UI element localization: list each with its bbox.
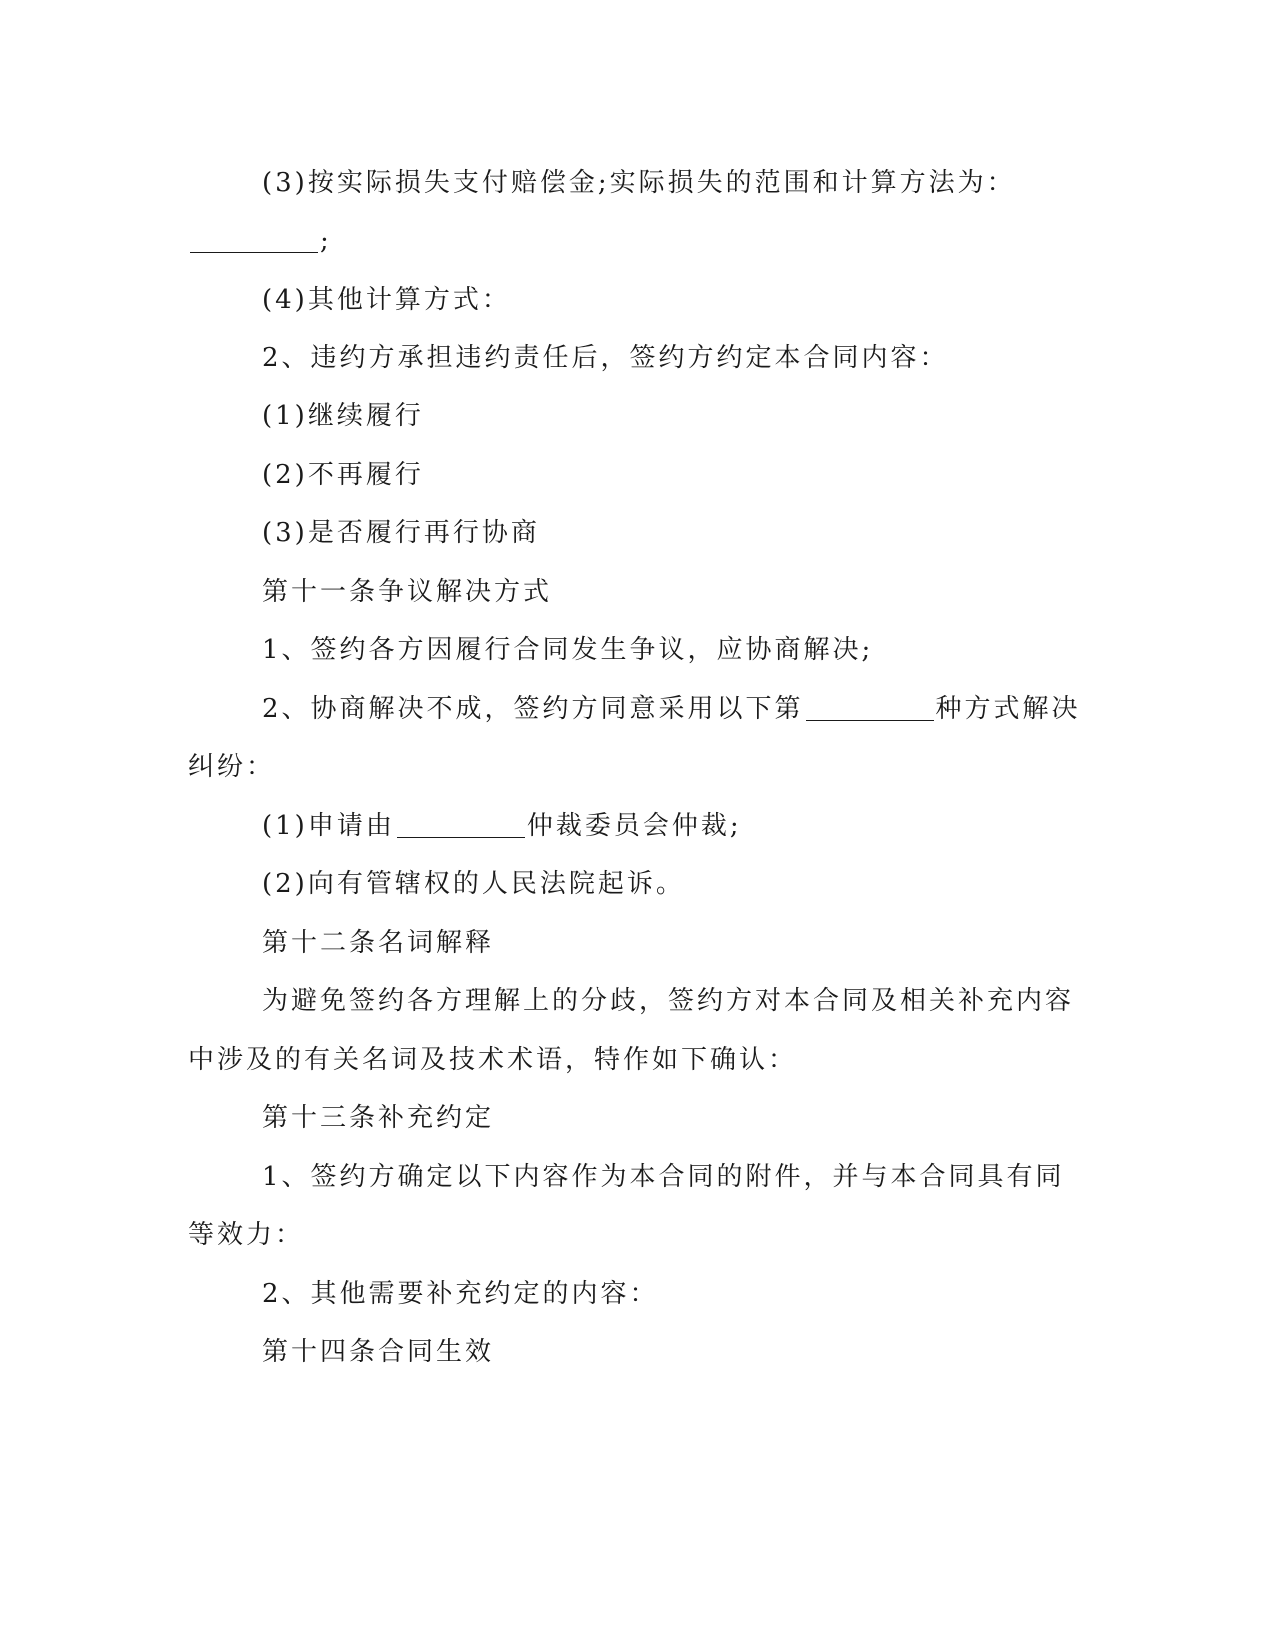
article-heading: 第十四条合同生效 (262, 1337, 495, 1367)
clause-text: (3)是否履行再行协商 (262, 518, 540, 548)
article-13-heading (262, 1100, 494, 1136)
clause-text: 1、签约各方因履行合同发生争议，应协商解决; (262, 635, 874, 665)
clause-text: 2、协商解决不成，签约方同意采用以下第 (262, 694, 804, 724)
clause-text: (1)继续履行 (262, 401, 424, 431)
clause-line-13-1 (262, 1159, 1065, 1195)
clause-text: 种方式解决 (935, 694, 1081, 724)
clause-line-blank-semicolon (188, 223, 332, 259)
article-14-heading (262, 1334, 494, 1370)
clause-line-11-2 (262, 691, 1081, 727)
article-heading: 第十一条争议解决方式 (262, 577, 553, 607)
article-11-heading (262, 574, 552, 610)
clause-line-12-body (262, 983, 1074, 1019)
clause-text: 中涉及的有关名词及技术术语，特作如下确认： (188, 1045, 798, 1075)
clause-line-court (262, 866, 685, 902)
clause-text: 2、违约方承担违约责任后，签约方约定本合同内容： (262, 343, 949, 373)
clause-line-4-other (262, 282, 511, 318)
clause-line-3-negotiate (262, 515, 540, 551)
clause-line-13-1-cont (188, 1217, 304, 1253)
clause-line-arbitration (262, 808, 742, 844)
clause-text: 等效力： (188, 1220, 305, 1250)
clause-line-11-1 (262, 632, 873, 668)
clause-text: 为避免签约各方理解上的分歧，签约方对本合同及相关补充内容 (262, 986, 1075, 1016)
clause-line-2-stop (262, 457, 424, 493)
clause-text: ; (320, 226, 332, 256)
fill-in-blank[interactable] (190, 226, 318, 253)
clause-line-13-2 (262, 1276, 659, 1312)
clause-text: 仲裁委员会仲裁; (526, 811, 742, 841)
clause-line-12-body-cont (188, 1042, 797, 1078)
clause-line-11-2-cont (188, 749, 275, 785)
clause-line-3-actual-loss (262, 165, 1016, 201)
article-heading: 第十二条名词解释 (262, 928, 495, 958)
article-heading: 第十三条补充约定 (262, 1103, 495, 1133)
clause-line-1-continue (262, 398, 424, 434)
clause-text: 1、签约方确定以下内容作为本合同的附件，并与本合同具有同 (262, 1162, 1065, 1192)
clause-text: 2、其他需要补充约定的内容： (262, 1279, 659, 1309)
clause-text: (4)其他计算方式： (262, 285, 511, 315)
clause-text: (1)申请由 (262, 811, 395, 841)
clause-text: (3)按实际损失支付赔偿金;实际损失的范围和计算方法为： (262, 168, 1016, 198)
fill-in-blank[interactable] (397, 811, 525, 838)
clause-text: (2)向有管辖权的人民法院起诉。 (262, 869, 685, 899)
clause-text: (2)不再履行 (262, 460, 424, 490)
clause-line-2-after-breach (262, 340, 949, 376)
clause-text: 纠纷： (188, 752, 276, 782)
article-12-heading (262, 925, 494, 961)
fill-in-blank[interactable] (806, 694, 934, 721)
